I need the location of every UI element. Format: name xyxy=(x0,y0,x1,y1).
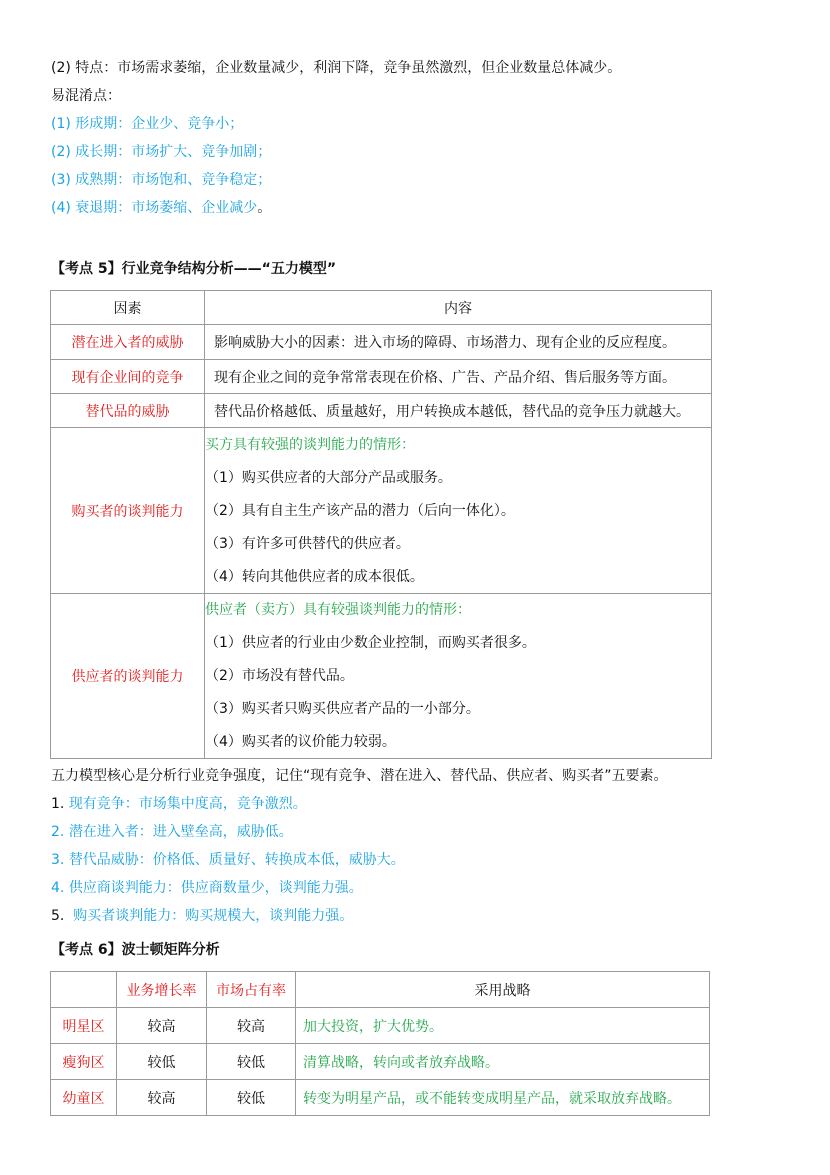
content-cell: 现有企业之间的竞争常常表现在价格、广告、产品介绍、售后服务等方面。 xyxy=(205,360,712,394)
buyer-point-2 xyxy=(205,501,711,534)
table-row xyxy=(51,1044,710,1080)
table-row xyxy=(51,325,712,360)
list-text: 替代品威胁：价格低、质量好、转换成本低，威胁大。 xyxy=(68,852,405,868)
bcg-strategy: 转变为明星产品，或不能转变成明星产品，就采取放弃战略。 xyxy=(296,1080,710,1116)
bcg-share: 较低 xyxy=(207,1080,296,1116)
table-row xyxy=(51,1080,710,1116)
supplier-point: （3）购买者只购买供应者产品的一小部分。 xyxy=(205,701,480,717)
buyer-point: （1）购买供应者的大部分产品或服务。 xyxy=(205,469,452,486)
buyer-point: （3）有许多可供替代的供应者。 xyxy=(205,535,410,552)
bcg-area: 明星区 xyxy=(51,1008,117,1044)
buyer-point: （4）转向其他供应者的成本很低。 xyxy=(205,568,424,585)
list-item xyxy=(51,794,307,814)
buyer-content-cell xyxy=(205,428,712,594)
list-number: 1. xyxy=(51,796,65,812)
bcg-header-strategy: 采用战略 xyxy=(296,972,710,1008)
stage-item-1: (1) 形成期：企业少、竞争小； xyxy=(51,116,244,132)
supplier-point: （4）购买者的议价能力较弱。 xyxy=(205,734,396,750)
bcg-growth: 较高 xyxy=(117,1080,207,1116)
table-row-supplier xyxy=(51,594,712,759)
list-text: 现有竞争：市场集中度高，竞争激烈。 xyxy=(68,796,307,812)
bcg-area: 瘦狗区 xyxy=(51,1044,117,1080)
header-content: 内容 xyxy=(205,291,712,325)
supplier-point: （2）市场没有替代品。 xyxy=(205,668,354,684)
table-row xyxy=(51,360,712,394)
list-number: 5. xyxy=(51,908,65,924)
factor-cell: 供应者的谈判能力 xyxy=(51,594,205,759)
table-row xyxy=(51,1008,710,1044)
bcg-area: 幼童区 xyxy=(51,1080,117,1116)
buyer-heading: 买方具有较强的谈判能力的情形： xyxy=(205,436,415,453)
section6-title: 【考点 6】波士顿矩阵分析 xyxy=(51,942,220,958)
list-item xyxy=(51,878,363,898)
content-cell: 替代品价格越低、质量越好，用户转换成本越低，替代品的竞争压力就越大。 xyxy=(205,394,712,428)
stage-item-3: (3) 成熟期：市场饱和、竞争稳定； xyxy=(51,172,272,188)
supplier-heading: 供应者（卖方）具有较强谈判能力的情形： xyxy=(205,602,471,618)
supplier-point: （1）供应者的行业由少数企业控制，而购买者很多。 xyxy=(205,635,536,651)
bcg-header-empty xyxy=(51,972,117,1008)
table-row-buyer xyxy=(51,428,712,594)
header-factor: 因素 xyxy=(51,291,205,325)
factor-cell: 购买者的谈判能力 xyxy=(51,428,205,594)
bcg-header-growth: 业务增长率 xyxy=(117,972,207,1008)
list-item xyxy=(51,906,353,926)
bcg-header-row xyxy=(51,972,710,1008)
five-forces-table xyxy=(50,290,712,759)
list-number: 3. xyxy=(51,852,65,868)
list-text: 供应商谈判能力：供应商数量少，谈判能力强。 xyxy=(68,880,363,896)
bcg-matrix-table xyxy=(50,971,710,1116)
table-row xyxy=(51,394,712,428)
stage-item-2: (2) 成长期：市场扩大、竞争加剧； xyxy=(51,144,272,160)
five-forces-summary: 五力模型核心是分析行业竞争强度，记住“现有竞争、潜在进入、替代品、供应者、购买者”五要素。 xyxy=(51,768,668,784)
stage-item-4-period: 。 xyxy=(257,200,272,216)
stage-item-4-line xyxy=(51,198,271,218)
bcg-strategy: 清算战略，转向或者放弃战略。 xyxy=(296,1044,710,1080)
list-number: 4. xyxy=(51,880,65,896)
confusion-title: 易混淆点： xyxy=(51,88,121,104)
bcg-share: 较高 xyxy=(207,1008,296,1044)
bcg-header-share: 市场占有率 xyxy=(207,972,296,1008)
content-cell: 影响威胁大小的因素：进入市场的障碍、市场潜力、现有企业的反应程度。 xyxy=(205,325,712,360)
feature-text: (2) 特点：市场需求萎缩，企业数量减少，利润下降，竞争虽然激烈，但企业数量总体减少。 xyxy=(51,60,622,76)
factor-cell: 替代品的威胁 xyxy=(51,394,205,428)
list-text: 购买者谈判能力：购买规模大，谈判能力强。 xyxy=(73,908,354,924)
supplier-content-cell xyxy=(205,594,712,759)
stage-item-4: (4) 衰退期：市场萎缩、企业减少 xyxy=(51,200,258,216)
factor-cell: 潜在进入者的威胁 xyxy=(51,325,205,360)
section5-title: 【考点 5】行业竞争结构分析——“五力模型” xyxy=(51,261,337,277)
factor-cell: 现有企业间的竞争 xyxy=(51,360,205,394)
bcg-growth: 较高 xyxy=(117,1008,207,1044)
list-number: 2. xyxy=(51,824,65,840)
bcg-strategy: 加大投资，扩大优势。 xyxy=(296,1008,710,1044)
bcg-share: 较低 xyxy=(207,1044,296,1080)
list-item xyxy=(51,850,405,870)
bcg-growth: 较低 xyxy=(117,1044,207,1080)
table-header-row xyxy=(51,291,712,325)
list-item xyxy=(51,822,293,842)
list-text: 潜在进入者：进入壁垒高，威胁低。 xyxy=(68,824,293,840)
buyer-point-2-close: ）。 xyxy=(493,502,515,519)
buyer-point-2-text: （2）具有自主生产该产品的潜力（后向一体化 xyxy=(205,502,494,519)
